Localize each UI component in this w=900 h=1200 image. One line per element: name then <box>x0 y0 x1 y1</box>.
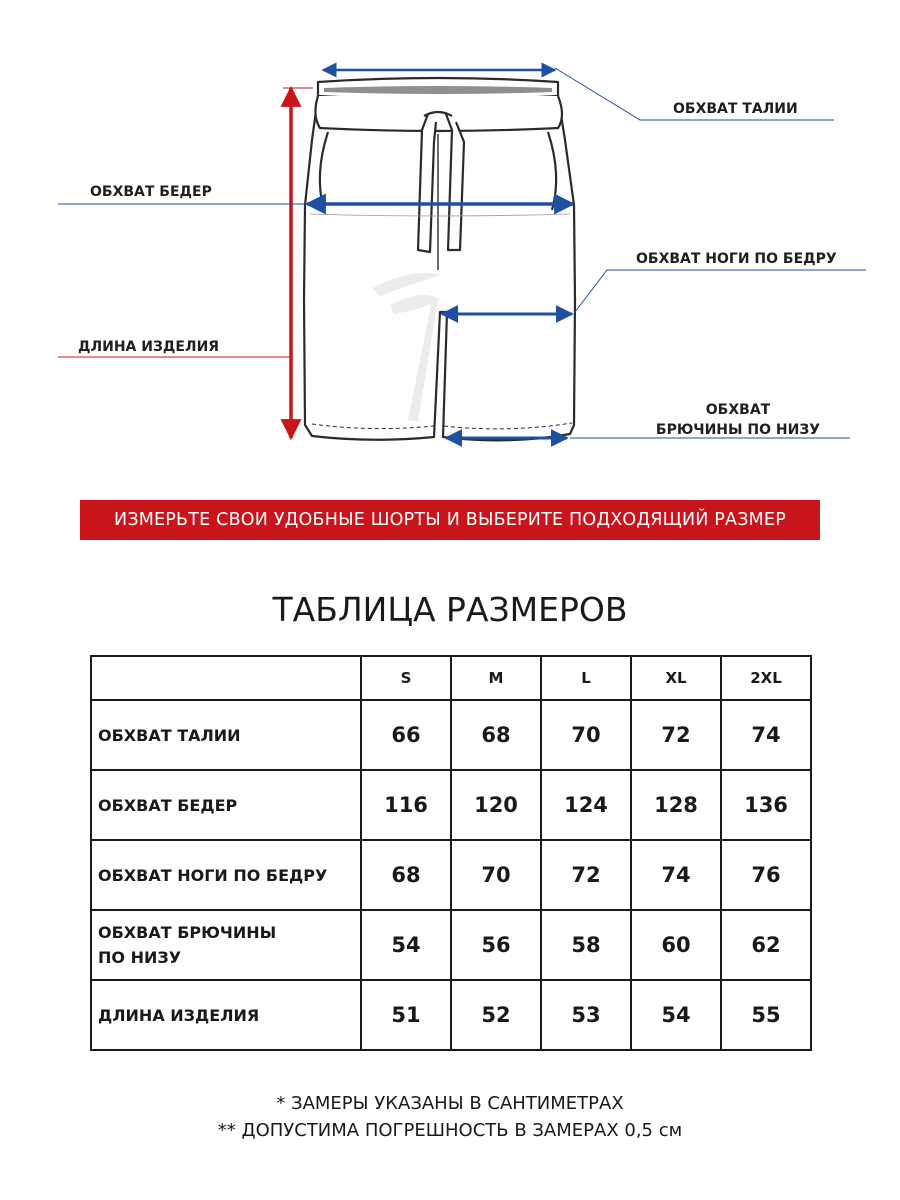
size-table-body <box>91 656 811 1050</box>
table-row <box>91 840 811 910</box>
value-cell: 60 <box>631 910 721 980</box>
hem-label-line2: БРЮЧИНЫ ПО НИЗУ <box>655 422 821 438</box>
value-cell: 74 <box>721 700 811 770</box>
shorts-drawing <box>304 78 575 440</box>
row-label: ОБХВАТ НОГИ ПО БЕДРУ <box>91 840 361 910</box>
value-cell: 56 <box>451 910 541 980</box>
value-cell: 120 <box>451 770 541 840</box>
shorts-measurement-diagram <box>0 0 900 460</box>
instruction-banner: ИЗМЕРЬТЕ СВОИ УДОБНЫЕ ШОРТЫ И ВЫБЕРИТЕ ПОДХОДЯЩИЙ РАЗМЕР <box>80 500 820 540</box>
value-cell: 52 <box>451 980 541 1050</box>
value-cell: 70 <box>541 700 631 770</box>
value-cell: 54 <box>361 910 451 980</box>
size-table <box>90 655 812 1051</box>
table-title: ТАБЛИЦА РАЗМЕРОВ <box>272 590 628 629</box>
footnotes <box>0 1090 900 1144</box>
footnote-units: * ЗАМЕРЫ УКАЗАНЫ В САНТИМЕТРАХ <box>276 1093 624 1114</box>
hem-label-line1: ОБХВАТ <box>705 402 771 418</box>
value-cell: 74 <box>631 840 721 910</box>
table-row <box>91 770 811 840</box>
value-cell: 53 <box>541 980 631 1050</box>
value-cell: 68 <box>361 840 451 910</box>
table-row <box>91 700 811 770</box>
value-cell: 54 <box>631 980 721 1050</box>
value-cell: 76 <box>721 840 811 910</box>
value-cell: 128 <box>631 770 721 840</box>
value-cell: 55 <box>721 980 811 1050</box>
value-cell: 70 <box>451 840 541 910</box>
value-cell: 72 <box>631 700 721 770</box>
value-cell: 116 <box>361 770 451 840</box>
size-header-m: M <box>451 656 541 700</box>
table-row <box>91 910 811 980</box>
value-cell: 62 <box>721 910 811 980</box>
thigh-label: ОБХВАТ НОГИ ПО БЕДРУ <box>636 251 837 267</box>
size-header-l: L <box>541 656 631 700</box>
value-cell: 66 <box>361 700 451 770</box>
footnote-tolerance: ** ДОПУСТИМА ПОГРЕШНОСТЬ В ЗАМЕРАХ 0,5 см <box>217 1120 683 1141</box>
header-corner-cell <box>91 656 361 700</box>
value-cell: 51 <box>361 980 451 1050</box>
row-label: ОБХВАТ БРЮЧИНЫ ПО НИЗУ <box>91 910 361 980</box>
row-label: ОБХВАТ ТАЛИИ <box>91 700 361 770</box>
size-header-xl: XL <box>631 656 721 700</box>
hem-label <box>646 400 830 440</box>
length-label: ДЛИНА ИЗДЕЛИЯ <box>78 339 220 355</box>
size-header-s: S <box>361 656 451 700</box>
size-header-row <box>91 656 811 700</box>
value-cell: 136 <box>721 770 811 840</box>
value-cell: 58 <box>541 910 631 980</box>
row-label: ДЛИНА ИЗДЕЛИЯ <box>91 980 361 1050</box>
table-row <box>91 980 811 1050</box>
hips-label: ОБХВАТ БЕДЕР <box>90 184 212 200</box>
value-cell: 72 <box>541 840 631 910</box>
size-header-2xl: 2XL <box>721 656 811 700</box>
value-cell: 68 <box>451 700 541 770</box>
waist-label: ОБХВАТ ТАЛИИ <box>673 101 798 117</box>
row-label: ОБХВАТ БЕДЕР <box>91 770 361 840</box>
value-cell: 124 <box>541 770 631 840</box>
